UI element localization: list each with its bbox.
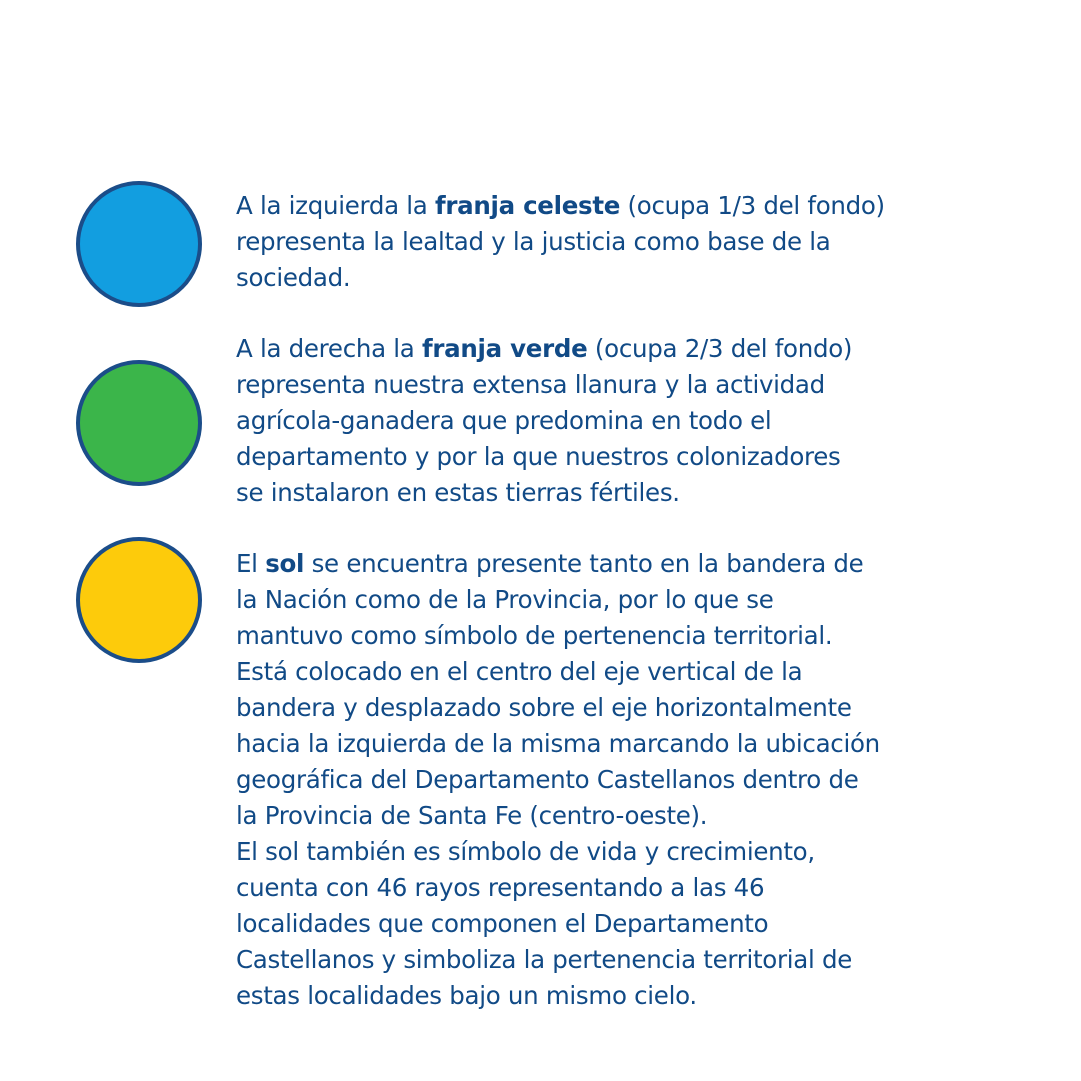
text-line: la Provincia de Santa Fe (centro-oeste).	[236, 801, 708, 830]
text-line	[236, 188, 956, 224]
text-line: El sol también es símbolo de vida y crecimiento,	[236, 837, 815, 866]
text-line: geográfica del Departamento Castellanos dentro de	[236, 765, 859, 794]
sol-highlight: sol	[265, 549, 305, 578]
franja-celeste-highlight: franja celeste	[435, 191, 621, 220]
text-segment: se encuentra presente tanto en la bandera de	[304, 549, 864, 578]
text-line: representa la lealtad y la justicia como base de la	[236, 227, 831, 256]
text-line: Está colocado en el centro del eje vertical de la	[236, 657, 803, 686]
text-line: mantuvo como símbolo de pertenencia territorial.	[236, 621, 833, 650]
verde-color-circle	[76, 360, 202, 486]
text-segment: A la derecha la	[236, 334, 422, 363]
text-segment: (ocupa 2/3 del fondo)	[587, 334, 853, 363]
sol-description	[236, 546, 956, 1014]
text-line: localidades que componen el Departamento	[236, 909, 769, 938]
text-line	[236, 331, 956, 367]
text-line: agrícola-ganadera que predomina en todo el	[236, 406, 772, 435]
text-line: estas localidades bajo un mismo cielo.	[236, 981, 697, 1010]
celeste-color-circle	[76, 181, 202, 307]
text-line: cuenta con 46 rayos representando a las 46	[236, 873, 765, 902]
verde-description	[236, 331, 956, 511]
text-line: departamento y por la que nuestros colonizadores	[236, 442, 841, 471]
franja-verde-highlight: franja verde	[422, 334, 588, 363]
text-line	[236, 546, 956, 582]
sol-color-circle	[76, 537, 202, 663]
celeste-description	[236, 188, 956, 296]
text-line: se instalaron en estas tierras fértiles.	[236, 478, 680, 507]
text-line: la Nación como de la Provincia, por lo que se	[236, 585, 774, 614]
text-segment: (ocupa 1/3 del fondo)	[620, 191, 885, 220]
text-segment: El	[236, 549, 266, 578]
text-line: representa nuestra extensa llanura y la actividad	[236, 370, 825, 399]
text-line: bandera y desplazado sobre el eje horizontalmente	[236, 693, 852, 722]
text-line: sociedad.	[236, 263, 351, 292]
text-line: hacia la izquierda de la misma marcando la ubicación	[236, 729, 880, 758]
text-segment: A la izquierda la	[236, 191, 435, 220]
text-line: Castellanos y simboliza la pertenencia territorial de	[236, 945, 853, 974]
